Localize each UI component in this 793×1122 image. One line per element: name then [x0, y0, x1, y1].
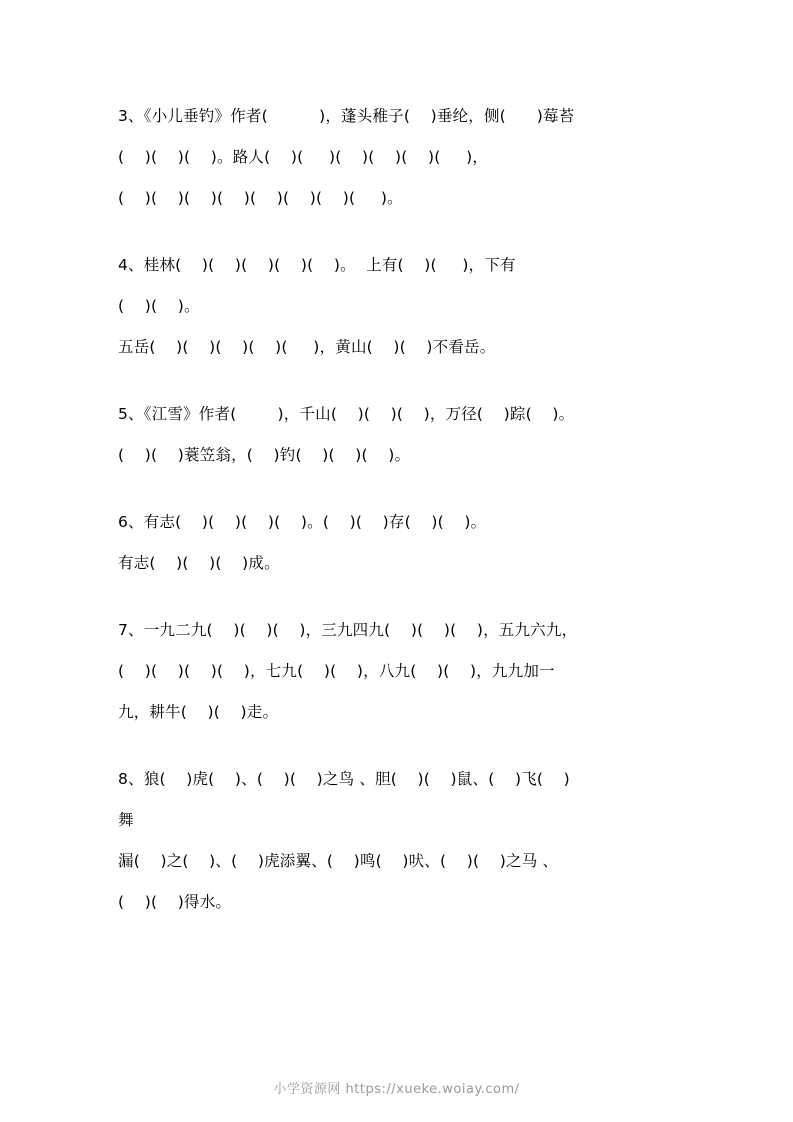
question-line: ( )( )( )( )( )( )( )( )。 [118, 189, 403, 207]
question-line: 有志( )( )( )成。 [118, 554, 280, 572]
questions-container [118, 96, 684, 949]
footer-watermark: 小学资源网 https://xueke.woiay.com/ [273, 1082, 520, 1097]
question-block-3 [118, 96, 684, 219]
question-line: 3、《小儿垂钓》作者( )，蓬头稚子( )垂纶，侧( )莓苔 [118, 107, 575, 125]
question-line: 6、有志( )( )( )( )。( )( )存( )( )。 [118, 513, 487, 531]
question-block-8 [118, 759, 684, 923]
question-block-4 [118, 245, 684, 368]
question-block-6 [118, 502, 684, 584]
question-line: ( )( )( )( )，七九( )( )，八九( )( )，九九加一 [118, 662, 555, 680]
question-line: 舞 [118, 811, 134, 829]
question-block-5 [118, 394, 684, 476]
question-line: 九，耕牛( )( )走。 [118, 703, 279, 721]
question-line: ( )( )蓑笠翁，( )钓( )( )( )。 [118, 446, 411, 464]
question-line: 8、狼( )虎( )、( )( )之鸟 、胆( )( )鼠、( )飞( ) [118, 770, 570, 788]
question-line: 五岳( )( )( )( )( )，黄山( )( )不看岳。 [118, 338, 496, 356]
question-line: 漏( )之( )、( )虎添翼、( )鸣( )吠、( )( )之马 、 [118, 852, 559, 870]
question-block-7 [118, 610, 684, 733]
question-line: 5、《江雪》作者( )，千山( )( )( )，万径( )踪( )。 [118, 405, 575, 423]
question-line: ( )( )得水。 [118, 893, 232, 911]
question-line: ( )( )。 [118, 297, 200, 315]
question-line: ( )( )( )。路人( )( )( )( )( )( )， [118, 148, 489, 166]
question-line: 7、一九二九( )( )( )，三九四九( )( )( )，五九六九， [118, 621, 578, 639]
question-line: 4、桂林( )( )( )( )( )。 上有( )( )，下有 [118, 256, 516, 274]
